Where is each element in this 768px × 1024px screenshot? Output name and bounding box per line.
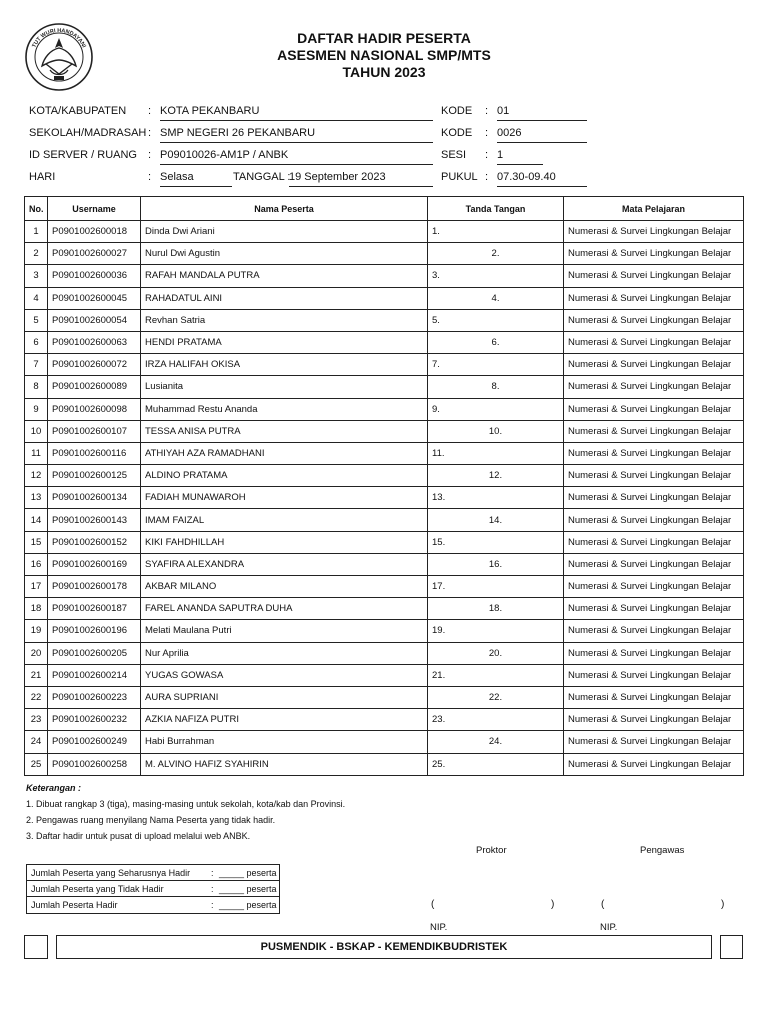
tanggal-label: TANGGAL : <box>233 171 291 183</box>
row-username: P0901002600169 <box>48 553 141 575</box>
summary-label: Jumlah Peserta yang Seharusnya Hadir <box>31 868 191 878</box>
table-row <box>25 509 744 531</box>
summary-label: Jumlah Peserta yang Tidak Hadir <box>31 884 164 894</box>
row-signature-slot[interactable]: 20. <box>428 642 564 664</box>
row-mata-pelajaran: Numerasi & Survei Lingkungan Belajar <box>564 686 744 708</box>
table-row <box>25 376 744 398</box>
row-mata-pelajaran: Numerasi & Survei Lingkungan Belajar <box>564 398 744 420</box>
row-mata-pelajaran: Numerasi & Survei Lingkungan Belajar <box>564 598 744 620</box>
row-username: P0901002600089 <box>48 376 141 398</box>
header-info <box>0 0 768 190</box>
row-mata-pelajaran: Numerasi & Survei Lingkungan Belajar <box>564 642 744 664</box>
row-no: 17 <box>25 576 48 598</box>
row-signature-slot[interactable]: 12. <box>428 465 564 487</box>
summary-colon: : <box>211 900 214 910</box>
summary-label: Jumlah Peserta Hadir <box>31 900 118 910</box>
row-signature-slot[interactable]: 13. <box>428 487 564 509</box>
row-no: 23 <box>25 709 48 731</box>
row-nama: Revhan Satria <box>141 309 428 331</box>
table-row <box>25 442 744 464</box>
table-row <box>25 265 744 287</box>
row-nama: Muhammad Restu Ananda <box>141 398 428 420</box>
colon: : <box>485 127 489 139</box>
note-item: 3. Daftar hadir untuk pusat di upload melalui web ANBK. <box>26 831 251 841</box>
table-body <box>25 221 744 776</box>
table-row <box>25 398 744 420</box>
row-username: P0901002600134 <box>48 487 141 509</box>
row-signature-slot[interactable]: 25. <box>428 753 564 775</box>
note-item: 1. Dibuat rangkap 3 (tiga), masing-masing untuk sekolah, kota/kab dan Provinsi. <box>26 799 346 809</box>
summary-value: _____ peserta <box>219 900 277 910</box>
table-row <box>25 553 744 575</box>
sesi-value: 1 <box>497 149 543 165</box>
row-no: 5 <box>25 309 48 331</box>
row-nama: FAREL ANANDA SAPUTRA DUHA <box>141 598 428 620</box>
row-mata-pelajaran: Numerasi & Survei Lingkungan Belajar <box>564 531 744 553</box>
colon: : <box>485 105 489 117</box>
table-row <box>25 531 744 553</box>
row-no: 8 <box>25 376 48 398</box>
row-mata-pelajaran: Numerasi & Survei Lingkungan Belajar <box>564 287 744 309</box>
row-signature-slot[interactable]: 17. <box>428 576 564 598</box>
table-row <box>25 487 744 509</box>
title-line-2: ASESMEN NASIONAL SMP/MTS <box>277 47 491 63</box>
note-item: 2. Pengawas ruang menyilang Nama Peserta yang tidak hadir. <box>26 815 276 825</box>
row-signature-slot[interactable]: 5. <box>428 309 564 331</box>
table-row <box>25 686 744 708</box>
kota-value: KOTA PEKANBARU <box>160 105 433 121</box>
row-signature-slot[interactable]: 16. <box>428 553 564 575</box>
proktor-nip: NIP. <box>430 922 448 933</box>
row-username: P0901002600152 <box>48 531 141 553</box>
header-username: Username <box>48 197 141 221</box>
row-nama: Nurul Dwi Agustin <box>141 243 428 265</box>
row-no: 25 <box>25 753 48 775</box>
row-nama: AURA SUPRIANI <box>141 686 428 708</box>
summary-row <box>27 865 279 881</box>
row-no: 3 <box>25 265 48 287</box>
row-signature-slot[interactable]: 21. <box>428 664 564 686</box>
row-mata-pelajaran: Numerasi & Survei Lingkungan Belajar <box>564 620 744 642</box>
row-signature-slot[interactable]: 18. <box>428 598 564 620</box>
footer-left-box <box>24 935 48 959</box>
row-no: 11 <box>25 442 48 464</box>
row-nama: KIKI FAHDHILLAH <box>141 531 428 553</box>
row-username: P0901002600054 <box>48 309 141 331</box>
row-signature-slot[interactable]: 6. <box>428 331 564 353</box>
row-nama: FADIAH MUNAWAROH <box>141 487 428 509</box>
pukul-label: PUKUL <box>441 171 478 183</box>
row-mata-pelajaran: Numerasi & Survei Lingkungan Belajar <box>564 753 744 775</box>
row-mata-pelajaran: Numerasi & Survei Lingkungan Belajar <box>564 709 744 731</box>
row-nama: TESSA ANISA PUTRA <box>141 420 428 442</box>
tanggal-value: 19 September 2023 <box>289 171 433 187</box>
kode1-label: KODE <box>441 105 473 117</box>
row-mata-pelajaran: Numerasi & Survei Lingkungan Belajar <box>564 731 744 753</box>
attendance-summary <box>26 864 280 914</box>
row-mata-pelajaran: Numerasi & Survei Lingkungan Belajar <box>564 376 744 398</box>
row-no: 2 <box>25 243 48 265</box>
header-tanda-tangan: Tanda Tangan <box>428 197 564 221</box>
row-nama: Melati Maulana Putri <box>141 620 428 642</box>
table-row <box>25 354 744 376</box>
row-no: 16 <box>25 553 48 575</box>
kode2-label: KODE <box>441 127 473 139</box>
footer-right-box <box>720 935 743 959</box>
kota-label: KOTA/KABUPATEN <box>29 105 127 117</box>
row-no: 6 <box>25 331 48 353</box>
row-username: P0901002600072 <box>48 354 141 376</box>
pukul-value: 07.30-09.40 <box>497 171 587 187</box>
table-row <box>25 465 744 487</box>
row-no: 14 <box>25 509 48 531</box>
table-row <box>25 243 744 265</box>
svg-text:TUT WURI HANDAYANI: TUT WURI HANDAYANI <box>31 27 87 49</box>
row-signature-slot[interactable]: 3. <box>428 265 564 287</box>
attendance-table <box>24 196 744 776</box>
row-mata-pelajaran: Numerasi & Survei Lingkungan Belajar <box>564 265 744 287</box>
table-row <box>25 664 744 686</box>
row-username: P0901002600258 <box>48 753 141 775</box>
row-username: P0901002600125 <box>48 465 141 487</box>
row-signature-slot[interactable]: 23. <box>428 709 564 731</box>
row-no: 20 <box>25 642 48 664</box>
table-row <box>25 331 744 353</box>
row-signature-slot[interactable]: 11. <box>428 442 564 464</box>
sekolah-value: SMP NEGERI 26 PEKANBARU <box>160 127 433 143</box>
row-nama: AKBAR MILANO <box>141 576 428 598</box>
kode1-value: 01 <box>497 105 587 121</box>
row-mata-pelajaran: Numerasi & Survei Lingkungan Belajar <box>564 354 744 376</box>
row-signature-slot[interactable]: 19. <box>428 620 564 642</box>
table-row <box>25 576 744 598</box>
row-username: P0901002600107 <box>48 420 141 442</box>
row-username: P0901002600027 <box>48 243 141 265</box>
table-header-row <box>25 197 744 221</box>
row-no: 18 <box>25 598 48 620</box>
row-signature-slot[interactable]: 8. <box>428 376 564 398</box>
row-signature-slot[interactable]: 15. <box>428 531 564 553</box>
row-mata-pelajaran: Numerasi & Survei Lingkungan Belajar <box>564 487 744 509</box>
row-signature-slot[interactable]: 2. <box>428 243 564 265</box>
row-mata-pelajaran: Numerasi & Survei Lingkungan Belajar <box>564 576 744 598</box>
colon: : <box>148 105 152 117</box>
colon: : <box>148 171 152 183</box>
row-username: P0901002600249 <box>48 731 141 753</box>
hari-label: HARI <box>29 171 56 183</box>
row-signature-slot[interactable]: 9. <box>428 398 564 420</box>
row-mata-pelajaran: Numerasi & Survei Lingkungan Belajar <box>564 420 744 442</box>
row-nama: IMAM FAIZAL <box>141 509 428 531</box>
row-no: 22 <box>25 686 48 708</box>
row-nama: Dinda Dwi Ariani <box>141 221 428 243</box>
row-username: P0901002600143 <box>48 509 141 531</box>
table-row <box>25 709 744 731</box>
table-row <box>25 642 744 664</box>
summary-colon: : <box>211 884 214 894</box>
notes <box>26 780 345 844</box>
row-mata-pelajaran: Numerasi & Survei Lingkungan Belajar <box>564 221 744 243</box>
row-nama: M. ALVINO HAFIZ SYAHIRIN <box>141 753 428 775</box>
row-username: P0901002600018 <box>48 221 141 243</box>
sesi-label: SESI <box>441 149 467 161</box>
pengawas-open-paren: ( <box>601 899 605 910</box>
row-no: 19 <box>25 620 48 642</box>
row-nama: Nur Aprilia <box>141 642 428 664</box>
colon: : <box>485 149 489 161</box>
row-username: P0901002600098 <box>48 398 141 420</box>
summary-row <box>27 881 279 897</box>
server-label: ID SERVER / RUANG <box>29 149 137 161</box>
row-username: P0901002600063 <box>48 331 141 353</box>
table-row <box>25 221 744 243</box>
row-no: 12 <box>25 465 48 487</box>
row-username: P0901002600187 <box>48 598 141 620</box>
row-no: 24 <box>25 731 48 753</box>
table-row <box>25 753 744 775</box>
row-nama: ALDINO PRATAMA <box>141 465 428 487</box>
row-no: 7 <box>25 354 48 376</box>
row-mata-pelajaran: Numerasi & Survei Lingkungan Belajar <box>564 553 744 575</box>
proktor-label: Proktor <box>476 845 507 856</box>
row-username: P0901002600205 <box>48 642 141 664</box>
row-nama: RAHADATUL AINI <box>141 287 428 309</box>
row-signature-slot[interactable]: 14. <box>428 509 564 531</box>
table-row <box>25 731 744 753</box>
kode2-value: 0026 <box>497 127 587 143</box>
row-nama: AZKIA NAFIZA PUTRI <box>141 709 428 731</box>
row-nama: YUGAS GOWASA <box>141 664 428 686</box>
server-value: P09010026-AM1P / ANBK <box>160 149 433 165</box>
row-username: P0901002600045 <box>48 287 141 309</box>
row-signature-slot[interactable]: 4. <box>428 287 564 309</box>
colon: : <box>485 171 489 183</box>
row-mata-pelajaran: Numerasi & Survei Lingkungan Belajar <box>564 465 744 487</box>
row-nama: HENDI PRATAMA <box>141 331 428 353</box>
row-username: P0901002600036 <box>48 265 141 287</box>
notes-heading: Keterangan : <box>26 783 82 793</box>
summary-colon: : <box>211 868 214 878</box>
row-nama: Habi Burrahman <box>141 731 428 753</box>
row-no: 13 <box>25 487 48 509</box>
row-username: P0901002600223 <box>48 686 141 708</box>
table-row <box>25 287 744 309</box>
header-no: No. <box>25 197 48 221</box>
row-no: 21 <box>25 664 48 686</box>
footer-text: PUSMENDIK - BSKAP - KEMENDIKBUDRISTEK <box>260 941 508 953</box>
summary-row <box>27 897 279 914</box>
table-row <box>25 309 744 331</box>
row-username: P0901002600178 <box>48 576 141 598</box>
hari-value: Selasa <box>160 171 232 187</box>
row-mata-pelajaran: Numerasi & Survei Lingkungan Belajar <box>564 664 744 686</box>
table-row <box>25 420 744 442</box>
row-mata-pelajaran: Numerasi & Survei Lingkungan Belajar <box>564 509 744 531</box>
footer-banner <box>56 935 712 959</box>
proktor-close-paren: ) <box>551 899 555 910</box>
row-no: 1 <box>25 221 48 243</box>
summary-value: _____ peserta <box>219 868 277 878</box>
pengawas-close-paren: ) <box>721 899 725 910</box>
row-nama: IRZA HALIFAH OKISA <box>141 354 428 376</box>
pengawas-nip: NIP. <box>600 922 618 933</box>
table-row <box>25 620 744 642</box>
row-username: P0901002600196 <box>48 620 141 642</box>
proktor-open-paren: ( <box>431 899 435 910</box>
row-signature-slot[interactable]: 22. <box>428 686 564 708</box>
row-username: P0901002600232 <box>48 709 141 731</box>
colon: : <box>148 127 152 139</box>
row-mata-pelajaran: Numerasi & Survei Lingkungan Belajar <box>564 309 744 331</box>
row-username: P0901002600214 <box>48 664 141 686</box>
row-signature-slot[interactable]: 1. <box>428 221 564 243</box>
row-signature-slot[interactable]: 7. <box>428 354 564 376</box>
row-signature-slot[interactable]: 24. <box>428 731 564 753</box>
row-nama: SYAFIRA ALEXANDRA <box>141 553 428 575</box>
header-nama: Nama Peserta <box>141 197 428 221</box>
summary-value: _____ peserta <box>219 884 277 894</box>
row-mata-pelajaran: Numerasi & Survei Lingkungan Belajar <box>564 243 744 265</box>
colon: : <box>148 149 152 161</box>
sekolah-label: SEKOLAH/MADRASAH <box>29 127 147 139</box>
table-row <box>25 598 744 620</box>
row-no: 15 <box>25 531 48 553</box>
row-mata-pelajaran: Numerasi & Survei Lingkungan Belajar <box>564 331 744 353</box>
row-nama: Lusianita <box>141 376 428 398</box>
row-no: 10 <box>25 420 48 442</box>
header-mata-pelajaran: Mata Pelajaran <box>564 197 744 221</box>
row-username: P0901002600116 <box>48 442 141 464</box>
row-signature-slot[interactable]: 10. <box>428 420 564 442</box>
title-line-1: DAFTAR HADIR PESERTA <box>297 30 471 46</box>
row-nama: RAFAH MANDALA PUTRA <box>141 265 428 287</box>
row-no: 4 <box>25 287 48 309</box>
title-line-3: TAHUN 2023 <box>342 64 426 80</box>
pengawas-label: Pengawas <box>640 845 685 856</box>
row-nama: ATHIYAH AZA RAMADHANI <box>141 442 428 464</box>
row-mata-pelajaran: Numerasi & Survei Lingkungan Belajar <box>564 442 744 464</box>
row-no: 9 <box>25 398 48 420</box>
